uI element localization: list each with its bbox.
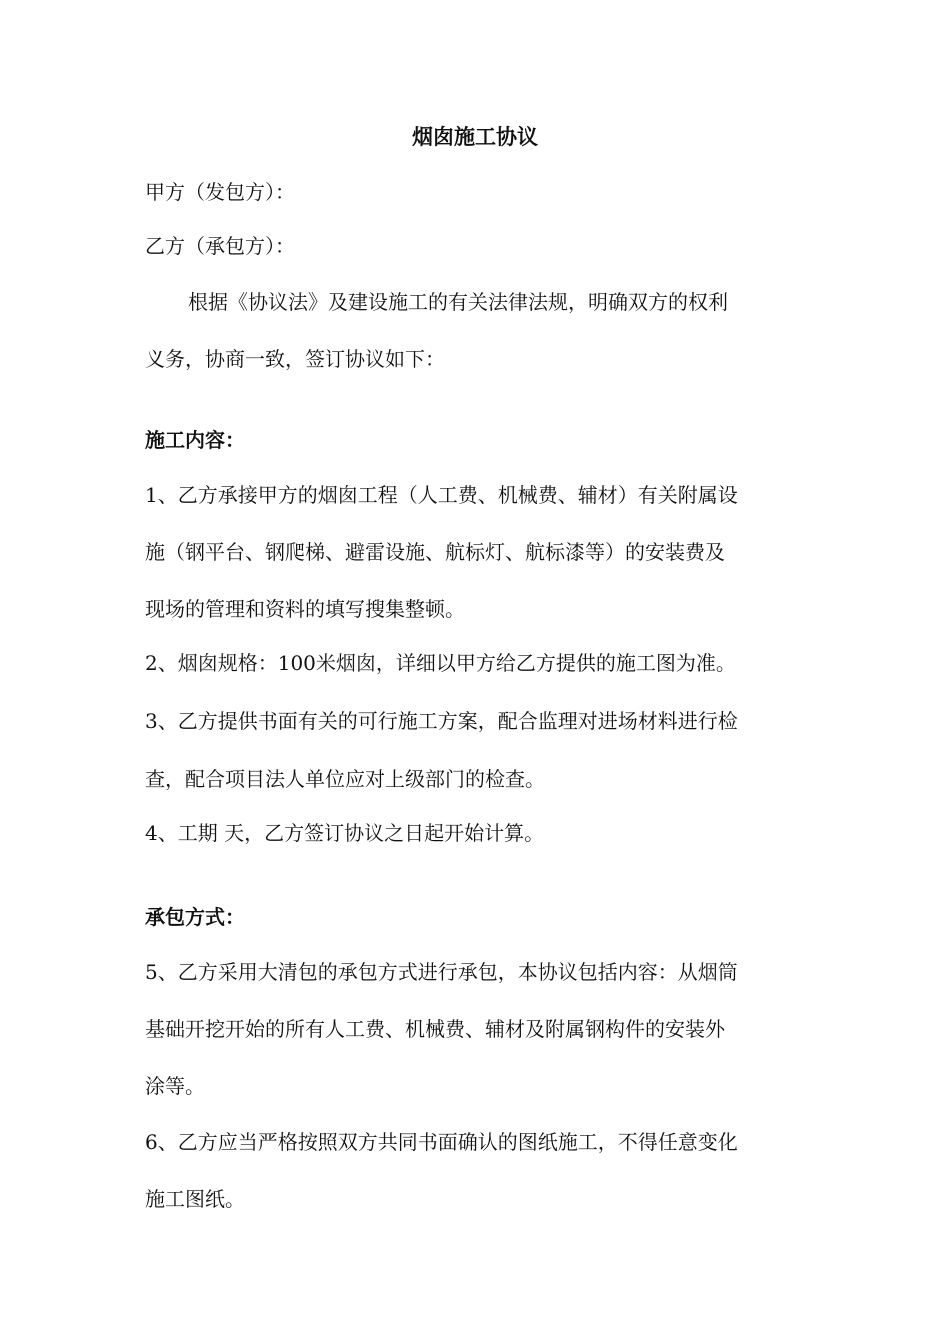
item-5-line-2: 基础开挖开始的所有人工费、机械费、辅材及附属钢构件的安装外 xyxy=(145,1017,725,1041)
item-1-line-2: 施（钢平台、钢爬梯、避雷设施、航标灯、航标漆等）的安装费及 xyxy=(145,540,725,564)
item-6-line-2: 施工图纸。 xyxy=(145,1187,245,1211)
document-title: 烟囱施工协议 xyxy=(412,124,538,149)
party-b-line: 乙方（承包方）： xyxy=(145,234,295,258)
item-6-line-1: 6、乙方应当严格按照双方共同书面确认的图纸施工，不得任意变化 xyxy=(145,1130,738,1154)
preamble-line-2: 义务，协商一致，签订协议如下： xyxy=(145,347,445,371)
item-5-line-3: 涂等。 xyxy=(145,1074,205,1098)
section-heading-contract-method: 承包方式： xyxy=(145,905,245,929)
item-4-line: 4、工期 天，乙方签订协议之日起开始计算。 xyxy=(145,821,545,845)
item-1-line-3: 现场的管理和资料的填写搜集整顿。 xyxy=(145,597,465,621)
section-heading-construction-content: 施工内容： xyxy=(145,428,245,452)
item-3-line-2: 查，配合项目法人单位应对上级部门的检查。 xyxy=(145,767,545,791)
item-3-line-1: 3、乙方提供书面有关的可行施工方案，配合监理对进场材料进行检 xyxy=(145,709,738,733)
preamble-line-1: 根据《协议法》及建设施工的有关法律法规，明确双方的权利 xyxy=(188,290,728,314)
item-1-line-1: 1、乙方承接甲方的烟囱工程（人工费、机械费、辅材）有关附属设 xyxy=(145,483,738,507)
party-a-line: 甲方（发包方）： xyxy=(145,180,295,204)
item-5-line-1: 5、乙方采用大清包的承包方式进行承包，本协议包括内容：从烟筒 xyxy=(145,960,738,984)
item-2-line: 2、烟囱规格：100米烟囱，详细以甲方给乙方提供的施工图为准。 xyxy=(145,651,736,675)
